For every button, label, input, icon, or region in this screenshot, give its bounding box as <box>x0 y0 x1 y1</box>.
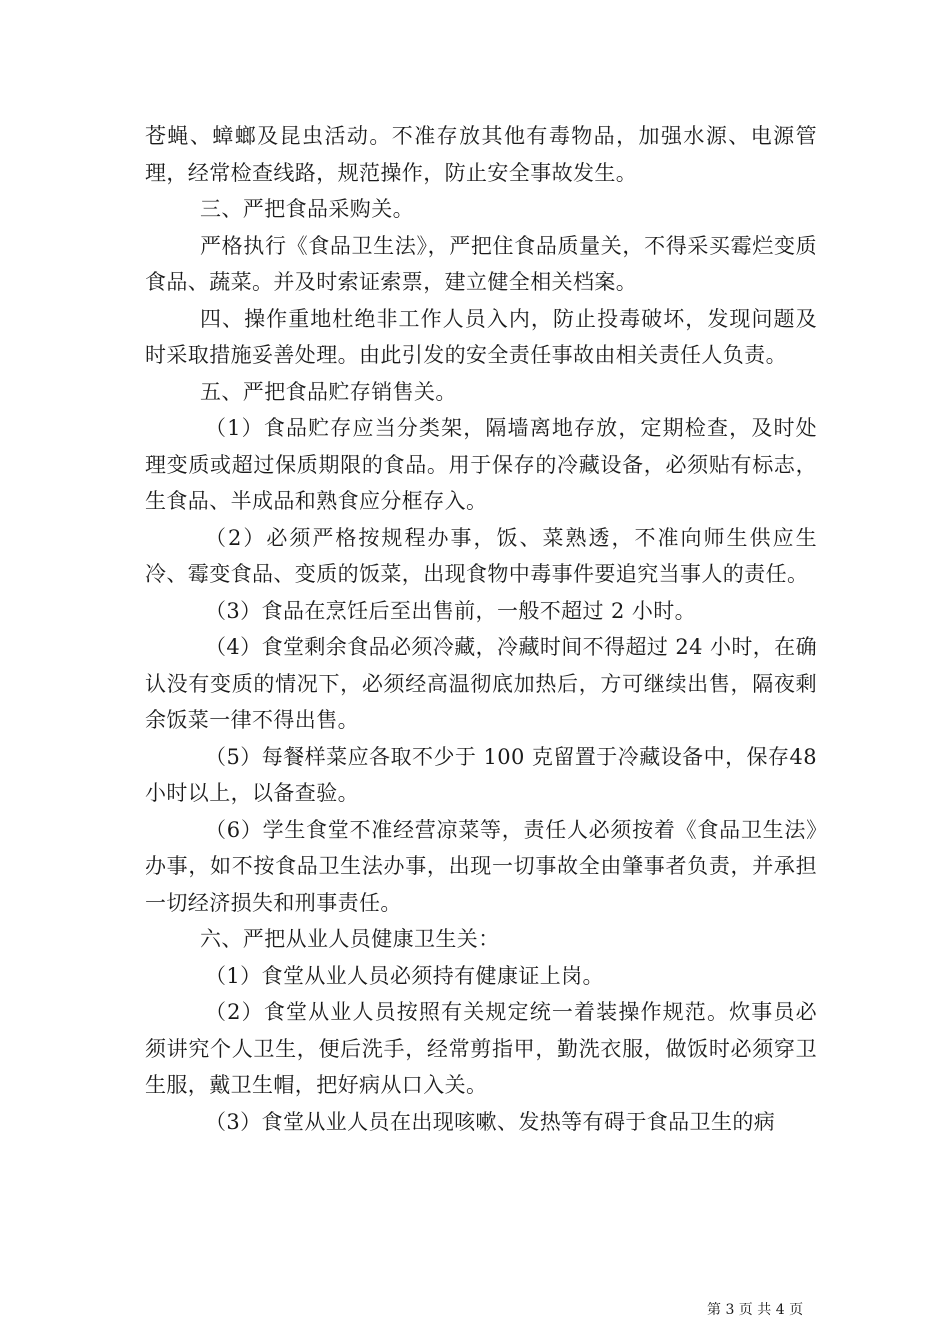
section-heading-procurement: 三、严把食品采购关。 <box>200 197 414 221</box>
paragraph-continuation: 苍蝇、蟑螂及昆虫活动。不准存放其他有毒物品，加强水源、电源管理，经常检查线路，规范操作，防止安全事故发生。 <box>145 124 817 185</box>
list-item-storage-1: （1）食品贮存应当分类架，隔墙离地存放，定期检查，及时处理变质或超过保质期限的食品。用于保存的冷藏设备，必须贴有标志，生食品、半成品和熟食应分框存入。 <box>145 416 817 513</box>
list-item-health-1: （1）食堂从业人员必须持有健康证上岗。 <box>205 963 604 988</box>
list-item-storage-3: （3）食品在烹饪后至出售前，一般不超过 2 小时。 <box>205 598 697 623</box>
list-item-storage-6: （6）学生食堂不准经营凉菜等，责任人必须按着《食品卫生法》办事，如不按食品卫生法办事，出现一切事故全由肇事者负责，并承担一切经济损失和刑事责任。 <box>145 817 817 915</box>
section-heading-restricted-area: 四、操作重地杜绝非工作人员入内，防止投毒破坏，发现问题及时采取措施妥善处理。由此引发的安全责任事故由相关责任人负责。 <box>145 306 817 367</box>
section-heading-health: 六、严把从业人员健康卫生关： <box>200 927 500 951</box>
list-item-storage-4: （4）食堂剩余食品必须冷藏，冷藏时间不得超过 24 小时，在确认没有变质的情况下，必须经高温彻底加热后，方可继续出售，隔夜剩余饭菜一律不得出售。 <box>145 635 817 732</box>
list-item-storage-5: （5）每餐样菜应各取不少于 100 克留置于冷藏设备中，保存48 小时以上，以备查验。 <box>145 744 817 805</box>
paragraph-procurement: 严格执行《食品卫生法》，严把住食品质量关，不得采买霉烂变质食品、蔬菜。并及时索证索票，建立健全相关档案。 <box>145 233 817 294</box>
section-heading-storage: 五、严把食品贮存销售关。 <box>200 379 457 404</box>
list-item-health-2: （2）食堂从业人员按照有关规定统一着装操作规范。炊事员必须讲究个人卫生，便后洗手，经常剪指甲，勤洗衣服，做饭时必须穿卫生服，戴卫生帽，把好病从口入关。 <box>145 1000 817 1097</box>
document-body <box>145 118 817 1140</box>
list-item-health-3: （3）食堂从业人员在出现咳嗽、发热等有碍于食品卫生的病 <box>205 1109 776 1134</box>
page-number-footer: 第 3 页 共 4 页 <box>707 1302 804 1318</box>
list-item-storage-2: （2）必须严格按规程办事，饭、菜熟透，不准向师生供应生冷、霉变食品、变质的饭菜，出现食物中毒事件要追究当事人的责任。 <box>145 525 817 586</box>
